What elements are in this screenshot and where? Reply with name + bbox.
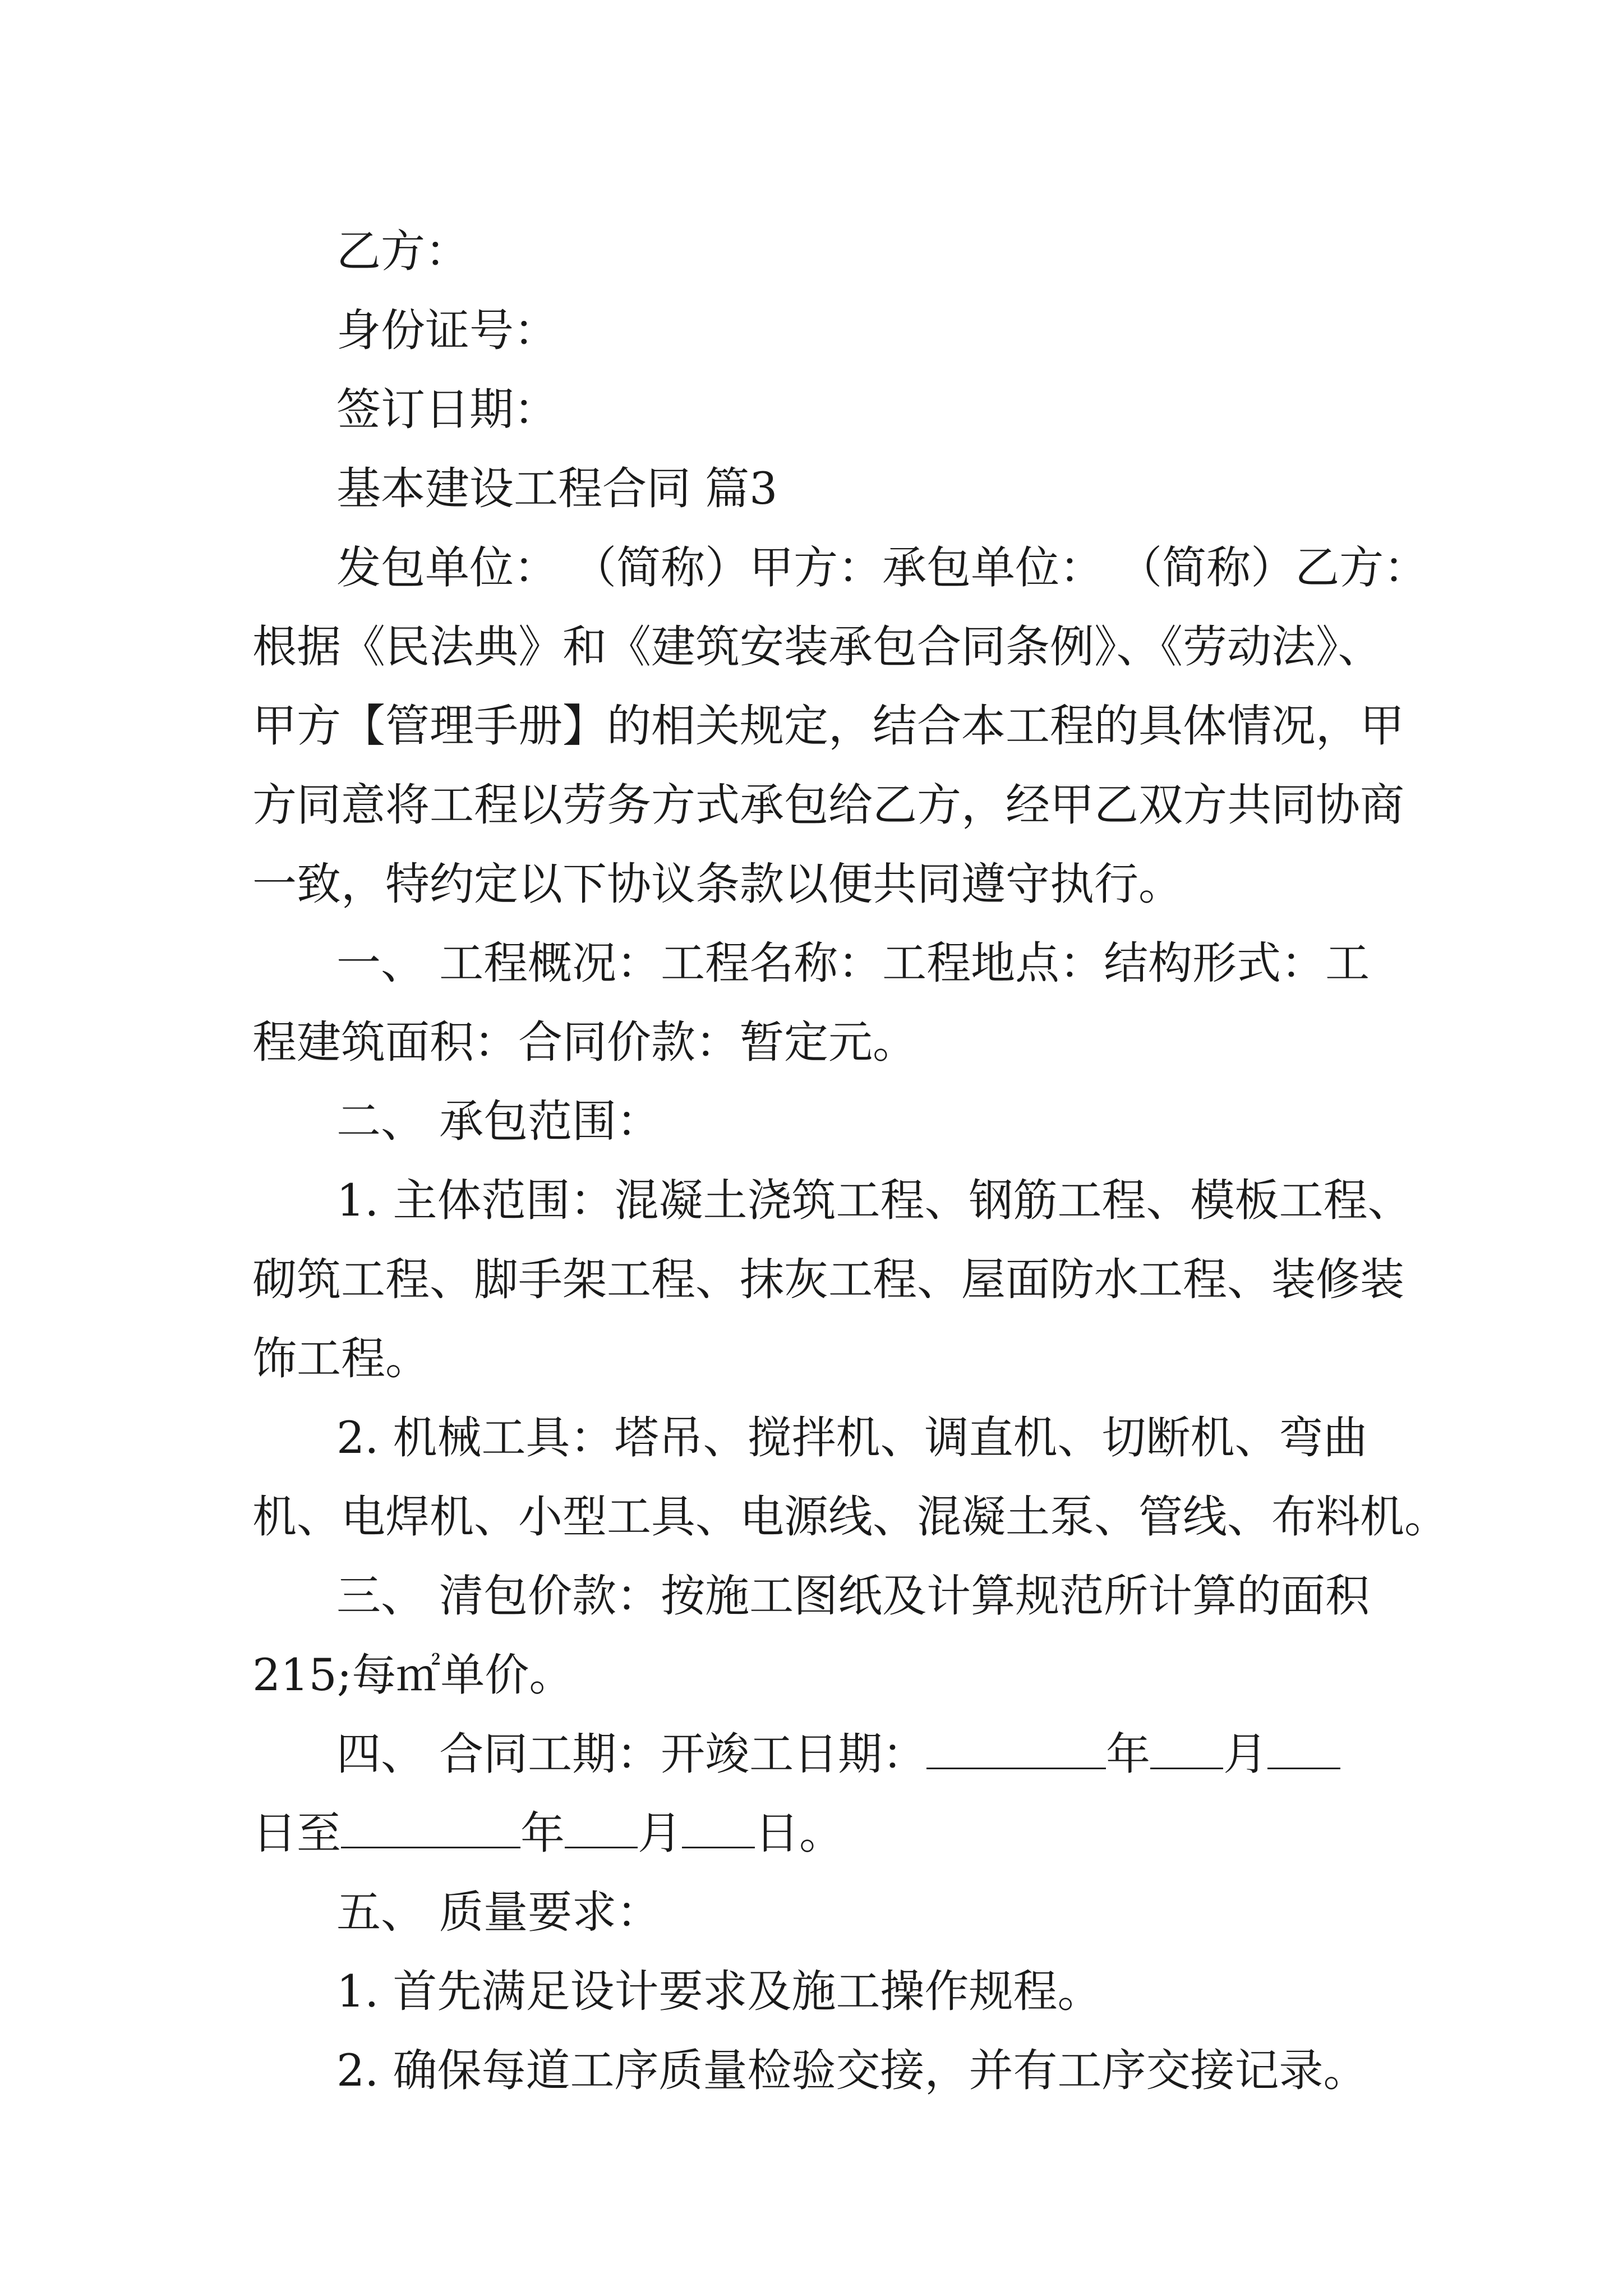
start-year-blank[interactable]	[926, 1734, 1106, 1769]
paragraph-line: 发包单位： （简称）甲方：承包单位： （简称）乙方：	[336, 542, 1428, 593]
end-year-blank[interactable]	[341, 1813, 520, 1848]
paragraph-line: 方同意将工程以劳务方式承包给乙方，经甲乙双方共同协商	[252, 779, 1404, 831]
start-day-blank[interactable]	[1267, 1734, 1340, 1769]
day-to-label: 日至	[252, 1807, 341, 1859]
paragraph-line: 根据《民法典》和《建筑安装承包合同条例》、《劳动法》、	[252, 621, 1382, 673]
contract-period-line-2	[252, 1794, 1385, 1873]
month-label: 月	[1223, 1728, 1268, 1780]
section-title: 基本建设工程合同 篇3	[336, 463, 778, 514]
document-body	[252, 212, 1449, 2110]
paragraph-line: 五、 质量要求：	[336, 1887, 661, 1938]
paragraph-line: 1. 主体范围：混凝土浇筑工程、钢筋工程、模板工程、	[336, 1175, 1412, 1226]
party-b-label: 乙方：	[336, 226, 469, 277]
month-label: 月	[638, 1807, 682, 1859]
paragraph-line: 三、 清包价款：按施工图纸及计算规范所计算的面积	[336, 1570, 1370, 1622]
paragraph-line: 砌筑工程、脚手架工程、抹灰工程、屋面防水工程、装修装	[252, 1254, 1404, 1305]
paragraph-line: 程建筑面积：合同价款：暂定元。	[252, 1016, 917, 1068]
paragraph-line: 机、电焊机、小型工具、电源线、混凝土泵、管线、布料机。	[252, 1491, 1449, 1543]
paragraph-line: 2. 确保每道工序质量检验交接，并有工序交接记录。	[336, 2045, 1368, 2096]
paragraph-line: 二、 承包范围：	[336, 1096, 661, 1147]
signing-date-label: 签订日期：	[336, 384, 558, 435]
year-label: 年	[1106, 1728, 1151, 1780]
paragraph-line: 一致，特约定以下协议条款以便共同遵守执行。	[252, 858, 1183, 910]
paragraph-line: 2. 机械工具：塔吊、搅拌机、调直机、切断机、弯曲	[336, 1412, 1368, 1464]
paragraph-line: 饰工程。	[252, 1333, 430, 1384]
end-month-blank[interactable]	[565, 1813, 638, 1848]
paragraph-line: 1. 首先满足设计要求及施工操作规程。	[336, 1966, 1102, 2017]
contract-period-line-1	[252, 1715, 1385, 1794]
paragraph-line: 甲方【管理手册】的相关规定，结合本工程的具体情况，甲	[252, 700, 1404, 752]
year-label: 年	[520, 1807, 565, 1859]
end-day-blank[interactable]	[682, 1813, 755, 1848]
paragraph-line: 一、 工程概况：工程名称：工程地点：结构形式：工	[336, 937, 1370, 989]
start-month-blank[interactable]	[1150, 1734, 1223, 1769]
id-number-label: 身份证号：	[336, 305, 558, 356]
day-end-label: 日。	[755, 1807, 843, 1859]
paragraph-line: 215;每㎡单价。	[252, 1649, 574, 1701]
contract-period-label: 四、 合同工期：开竣工日期：	[336, 1728, 927, 1780]
